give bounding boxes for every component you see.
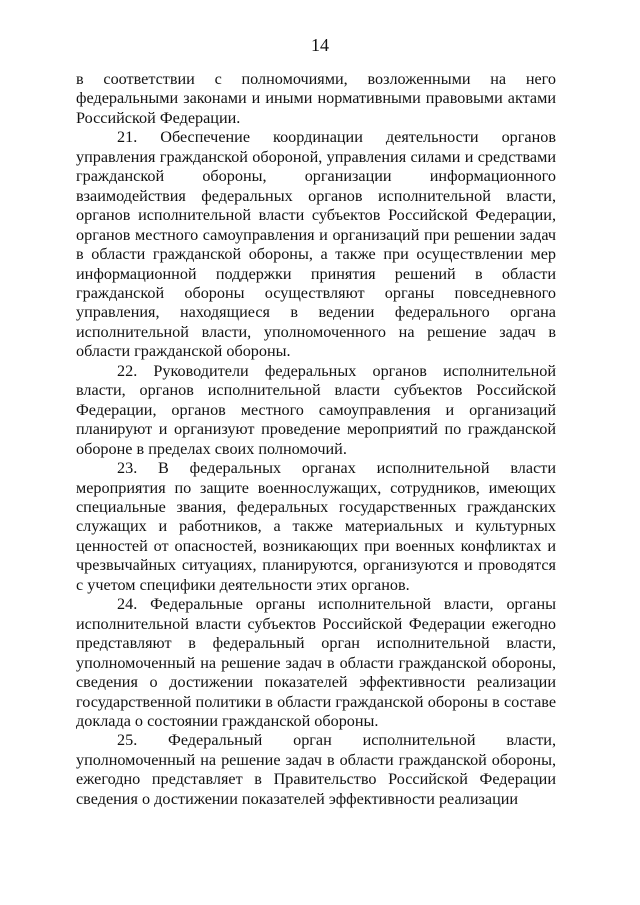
page-number: 14: [311, 35, 329, 55]
paragraph-continuation: в соответствии с полномочиями, возложенными на него федеральными законами и иными нормативными правовыми актами Российской Федерации.: [76, 70, 556, 127]
paragraph-23: 23. В федеральных органах исполнительной власти мероприятия по защите военнослужащих, сотрудников, имеющих специальные звания, федеральных государственных гражданских служащих и работников, а также материальных и культурных ценностей от опасностей, возникающих при военных конфликтах и чрезвычайных ситуациях, планируются, организуются и проводятся с учетом специфики деятельности этих органов.: [76, 459, 556, 594]
document-body: [76, 70, 556, 809]
paragraph-21: 21. Обеспечение координации деятельности органов управления гражданской обороной, управления силами и средствами гражданской обороны, организации информационного взаимодействия федеральных органов исполнительной власти, органов исполнительной власти субъектов Российской Федерации, органов местного самоуправления и организаций при решении задач в области гражданской обороны, а также при осуществлении мер информационной поддержки принятия решений в области гражданской обороны осуществляют органы повседневного управления, находящиеся в ведении федерального органа исполнительной власти, уполномоченного на решение задач в области гражданской обороны.: [76, 128, 556, 361]
paragraph-22: 22. Руководители федеральных органов исполнительной власти, органов исполнительной власти субъектов Российской Федерации, органов местного самоуправления и организаций планируют и организуют проведение мероприятий по гражданской обороне в пределах своих полномочий.: [76, 361, 556, 458]
paragraph-24: 24. Федеральные органы исполнительной власти, органы исполнительной власти субъектов Российской Федерации ежегодно представляют в федеральный орган исполнительной власти, уполномоченный на решение задач в области гражданской обороны, сведения о достижении показателей эффективности реализации государственной политики в области гражданской обороны в составе доклада о состоянии гражданской обороны.: [76, 595, 556, 730]
paragraph-25: 25. Федеральный орган исполнительной власти, уполномоченный на решение задач в области гражданской обороны, ежегодно представляет в Правительство Российской Федерации сведения о достижении показателей эффективности реализации: [76, 731, 556, 808]
